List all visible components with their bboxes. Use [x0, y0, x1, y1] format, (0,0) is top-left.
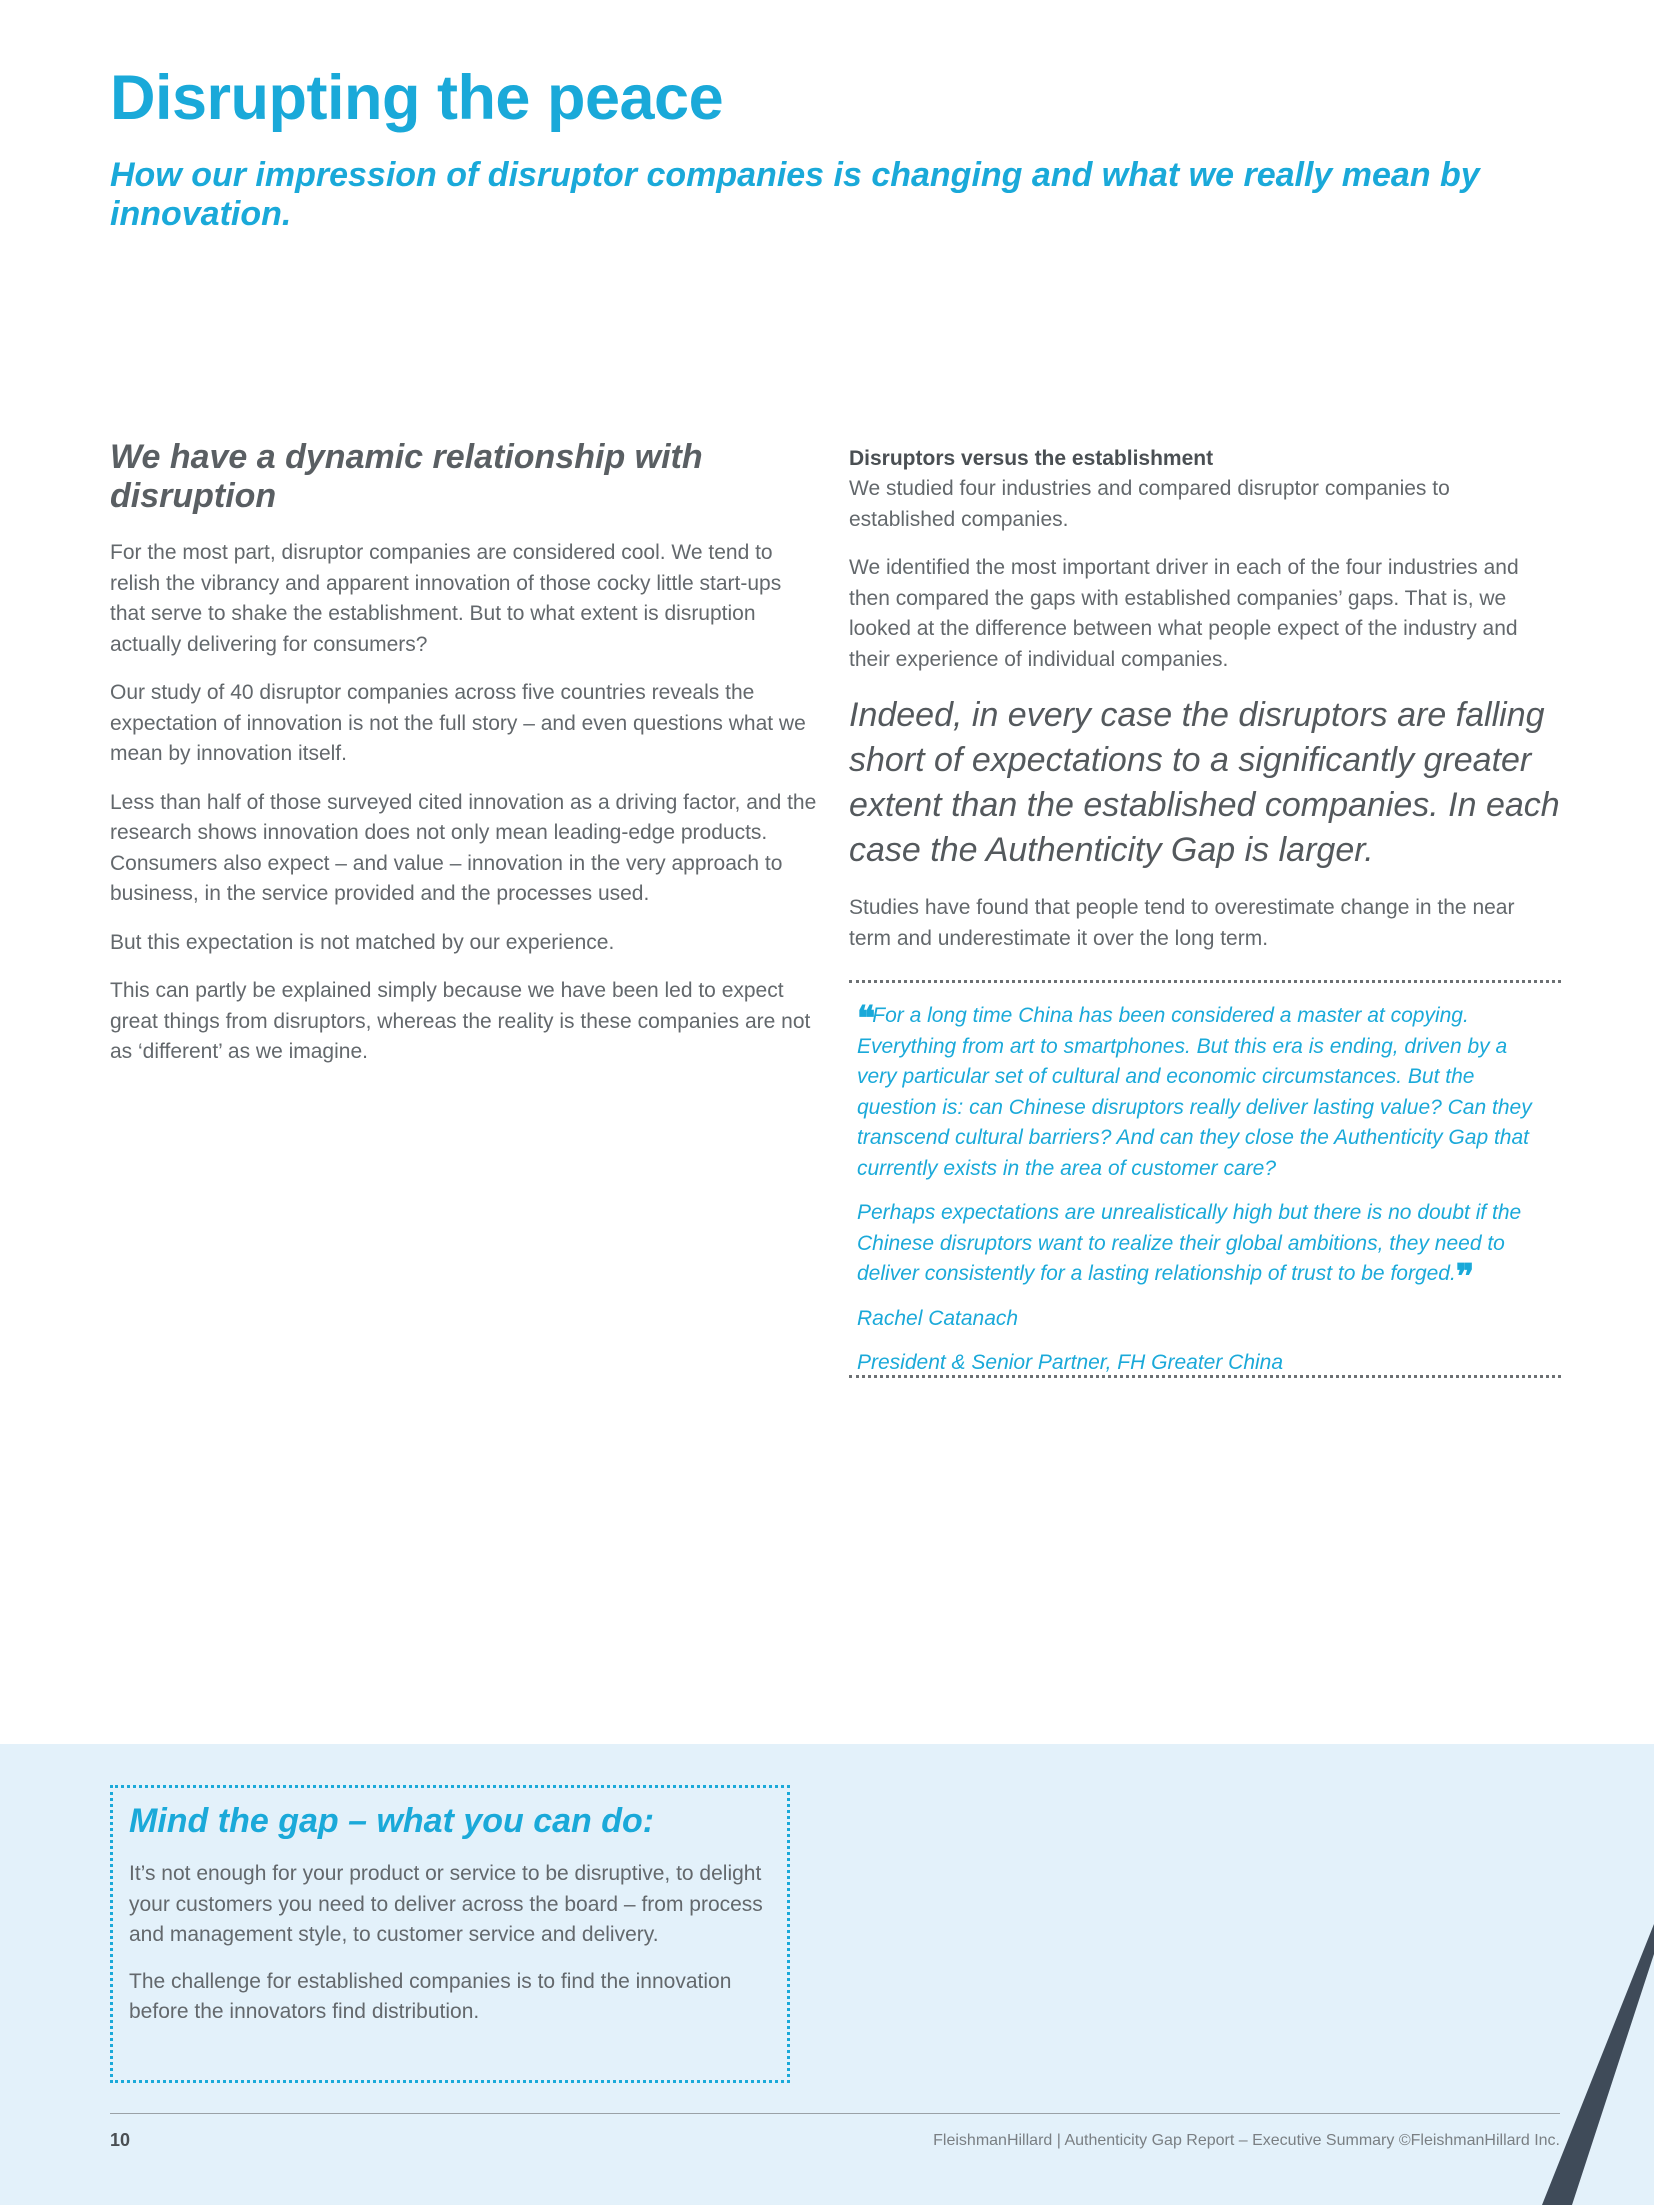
- testimonial-text: Perhaps expectations are unrealistically high but there is no doubt if the Chinese disruptors want to realize their global ambitions, they need to deliver consistently for a lasting relationship of trust to be forged.: [857, 1201, 1522, 1285]
- slash-shape: [1542, 1924, 1654, 2205]
- right-heading: Disruptors versus the establishment: [849, 447, 1214, 470]
- page-title: Disrupting the peace: [110, 63, 724, 133]
- bottom-band: [0, 1744, 1654, 2205]
- right-column: [849, 444, 1561, 972]
- page-subtitle: How our impression of disruptor companies is changing and what we really mean by innovation.: [110, 156, 1480, 233]
- left-paragraph: Less than half of those surveyed cited innovation as a driving factor, and the research shows innovation does not only mean leading-edge products. Consumers also expect – and value – innovation in the very approach to business, in the service provided and the processes used.: [110, 790, 817, 905]
- footer-divider: [110, 2113, 1560, 2114]
- pull-quote: Indeed, in every case the disruptors are falling short of expectations to a significantly greater extent than the established companies. In each case the Authenticity Gap is larger.: [849, 696, 1560, 869]
- right-paragraph: Studies have found that people tend to overestimate change in the near term and underestimate it over the long term.: [849, 896, 1515, 950]
- page-number: 10: [110, 2130, 131, 2150]
- mind-the-gap-title: Mind the gap – what you can do:: [129, 1802, 655, 1840]
- left-paragraph: Our study of 40 disruptor companies across five countries reveals the expectation of innovation is not the full story – and even questions what we mean by innovation itself.: [110, 681, 806, 765]
- mind-the-gap-box: [110, 1785, 790, 2083]
- testimonial-paragraph: [857, 1001, 1547, 1184]
- left-paragraph: But this expectation is not matched by our experience.: [110, 930, 615, 954]
- mind-the-gap-content: [129, 1802, 769, 2044]
- testimonial-box: [849, 980, 1561, 1378]
- left-paragraph: This can partly be explained simply because we have been led to expect great things from disruptors, whereas the reality is these companies are not as ‘different’ as we imagine.: [110, 979, 811, 1063]
- mind-the-gap-paragraph: The challenge for established companies is to find the innovation before the innovators find distribution.: [129, 1969, 732, 2023]
- testimonial-author: Rachel Catanach: [857, 1306, 1019, 1330]
- decorative-slash: [1530, 1744, 1654, 2205]
- testimonial-paragraph: [857, 1198, 1547, 1297]
- left-heading: We have a dynamic relationship with disruption: [110, 438, 703, 515]
- testimonial-content: [857, 1001, 1547, 1393]
- close-quote-icon: ❞: [1455, 1257, 1472, 1297]
- footer-credit: FleishmanHillard | Authenticity Gap Report – Executive Summary ©FleishmanHillard Inc.: [933, 2132, 1560, 2149]
- mind-the-gap-paragraph: It’s not enough for your product or service to be disruptive, to delight your customers you need to deliver across the board – from process and management style, to customer service and delivery.: [129, 1862, 763, 1946]
- right-paragraph: We identified the most important driver in each of the four industries and then compared the gaps with established companies’ gaps. That is, we looked at the difference between what people expect of the industry and their experience of individual companies.: [849, 556, 1519, 671]
- right-paragraph: We studied four industries and compared disruptor companies to established companies.: [849, 477, 1450, 531]
- open-quote-icon: ❝: [857, 999, 873, 1039]
- left-paragraph: For the most part, disruptor companies are considered cool. We tend to relish the vibrancy and apparent innovation of those cocky little start-ups that serve to shake the establishment. But to what extent is disruption actually delivering for consumers?: [110, 541, 782, 656]
- testimonial-text: For a long time China has been considered a master at copying. Everything from art to smartphones. But this era is ending, driven by a very particular set of cultural and economic circumstances. But the question is: can Chinese disruptors really deliver lasting value? Can they transcend cultural barriers? And can they close the Authenticity Gap that currently exists in the area of customer care?: [857, 1004, 1532, 1180]
- testimonial-role: President & Senior Partner, FH Greater China: [857, 1351, 1284, 1374]
- left-column: [110, 438, 822, 1086]
